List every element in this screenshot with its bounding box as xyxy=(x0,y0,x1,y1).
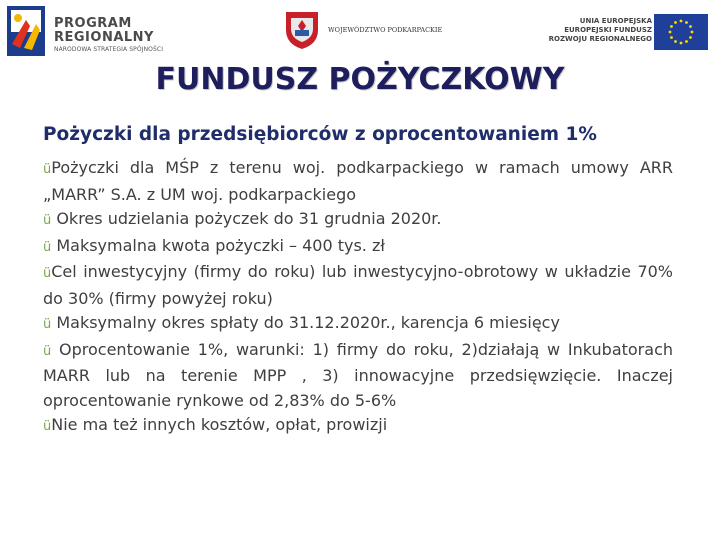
list-item-text: Nie ma też innych kosztów, opłat, prowizji xyxy=(51,415,388,434)
eu-line2: EUROPEJSKI FUNDUSZ xyxy=(564,26,652,34)
eu-logo xyxy=(548,14,708,54)
list-item-text: Pożyczki dla MŚP z terenu woj. podkarpackiego w ramach umowy ARR „MARR” S.A. z UM woj. podkarpackiego xyxy=(43,158,673,204)
checkmark-icon: ü xyxy=(43,213,52,228)
list-item-text: Maksymalna kwota pożyczki – 400 tys. zł xyxy=(51,235,385,255)
header-logos xyxy=(0,0,720,66)
list-item xyxy=(43,234,673,261)
program-regionalny-emblem-icon xyxy=(6,4,50,58)
checkmark-icon: ü xyxy=(43,343,52,359)
bullet-list xyxy=(43,156,673,440)
page-title: FUNDUSZ POŻYCZKOWY xyxy=(155,62,565,97)
list-item-text: Okres udzielania pożyczek do 31 grudnia 2020r. xyxy=(51,209,442,228)
checkmark-icon: ü xyxy=(43,266,52,281)
list-item xyxy=(43,207,673,234)
voivodeship-name: WOJEWÓDZTWO PODKARPACKIE xyxy=(328,26,443,34)
checkmark-icon: ü xyxy=(43,239,52,255)
list-item xyxy=(43,338,673,414)
list-item xyxy=(43,413,673,440)
coat-of-arms-icon xyxy=(282,10,322,50)
list-item-text: Cel inwestycyjny (firmy do roku) lub inwestycyjno-obrotowy w układzie 70% do 30% (firmy powyżej roku) xyxy=(43,262,673,308)
checkmark-icon: ü xyxy=(43,162,52,177)
checkmark-icon: ü xyxy=(43,317,52,332)
eu-line3: ROZWOJU REGIONALNEGO xyxy=(548,35,652,43)
checkmark-icon: ü xyxy=(43,419,52,434)
list-item xyxy=(43,311,673,338)
eu-flag-icon xyxy=(654,14,708,50)
list-item-text: Oprocentowanie 1%, warunki: 1) firmy do roku, 2)działają w Inkubatorach MARR lub na terenie MPP , 3) innowacyjne przedsięwzięcie. Inaczej oprocentowanie rynkowe od 2,83% do 5-6% xyxy=(43,339,673,410)
program-line2: REGIONALNY xyxy=(54,30,154,45)
list-item-text: Maksymalny okres spłaty do 31.12.2020r., karencja 6 miesięcy xyxy=(51,313,560,332)
list-item xyxy=(43,156,673,207)
page-subtitle: Pożyczki dla przedsiębiorców z oprocentowaniem 1% xyxy=(43,124,597,145)
eu-line1: UNIA EUROPEJSKA xyxy=(579,17,652,25)
voivodeship-logo xyxy=(282,10,452,50)
program-line1: PROGRAM xyxy=(54,16,132,31)
list-item xyxy=(43,260,673,311)
program-line3: NARODOWA STRATEGIA SPÓJNOŚCI xyxy=(54,46,164,53)
program-regionalny-logo xyxy=(6,4,178,60)
